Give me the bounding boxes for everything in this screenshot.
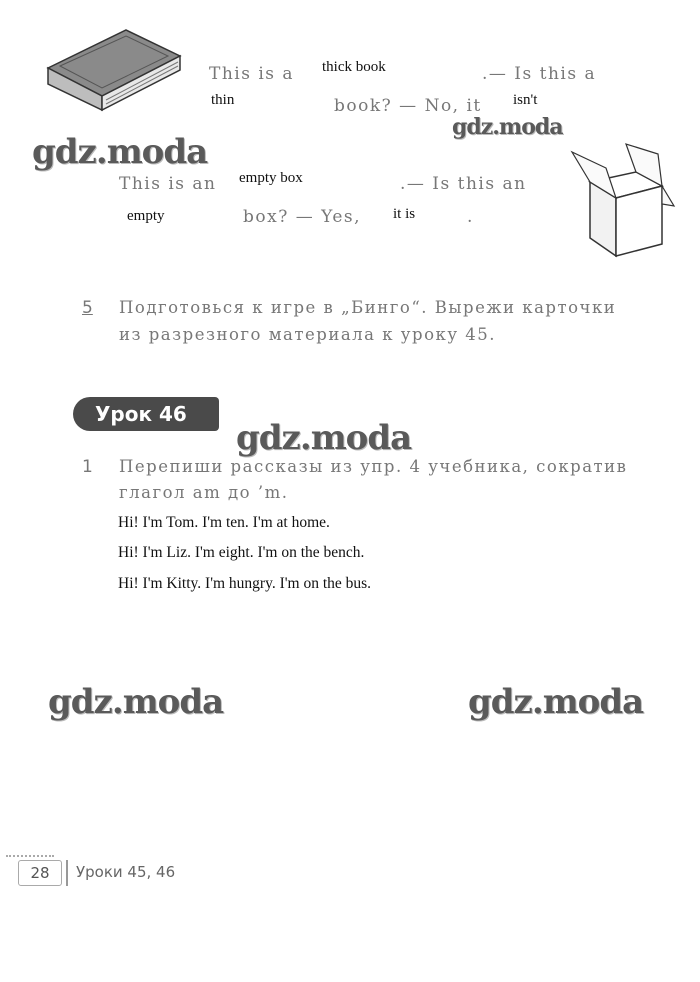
lesson-title-badge: Урок 46 [73,397,219,431]
answer-empty-box: empty box [239,170,303,186]
answer-line: Hi! I'm Tom. I'm ten. I'm at home. [118,514,330,531]
line1-prefix: This is a [209,64,295,84]
answer-thin: thin [211,92,235,108]
exercise-number: 1 [82,457,93,477]
page-number: 28 [18,860,62,886]
footer-divider [66,860,68,886]
watermark: gdz.moda [236,418,412,458]
exercise5-text-line1: Подготовься к игре в „Бинго“. Вырежи карточки [119,298,617,317]
answer-it-is: it is [393,206,416,222]
exercise1-text-line1: Перепиши рассказы из упр. 4 учебника, сократив [119,457,628,476]
watermark: gdz.moda [32,132,208,172]
book-illustration [40,24,188,114]
answer-line: Hi! I'm Kitty. I'm hungry. I'm on the bus. [118,575,372,592]
footer-rule [6,855,54,857]
line4-end: . [467,207,474,227]
footer-lessons: Уроки 45, 46 [76,863,176,881]
exercise1-text-line2: глагол am до ’m. [119,483,289,502]
line3-prefix: This is an [119,174,217,194]
answer-line: Hi! I'm Liz. I'm eight. I'm on the bench. [118,544,365,561]
watermark: gdz.moda [452,114,563,140]
watermark: gdz.moda [468,682,644,722]
exercise5-text-line2: из разрезного материала к уроку 45. [119,325,497,344]
line4-mid: box? — Yes, [243,207,362,227]
box-illustration [566,138,676,266]
exercise-number: 5 [82,298,93,318]
answer-thick-book: thick book [322,59,386,75]
line3-suffix: .— Is this an [400,174,527,194]
answer-isnt: isn't [513,92,538,108]
line1-suffix: .— Is this a [482,64,597,84]
line2-mid: book? — No, it [334,96,482,116]
answer-empty: empty [127,208,165,224]
watermark: gdz.moda [48,682,224,722]
